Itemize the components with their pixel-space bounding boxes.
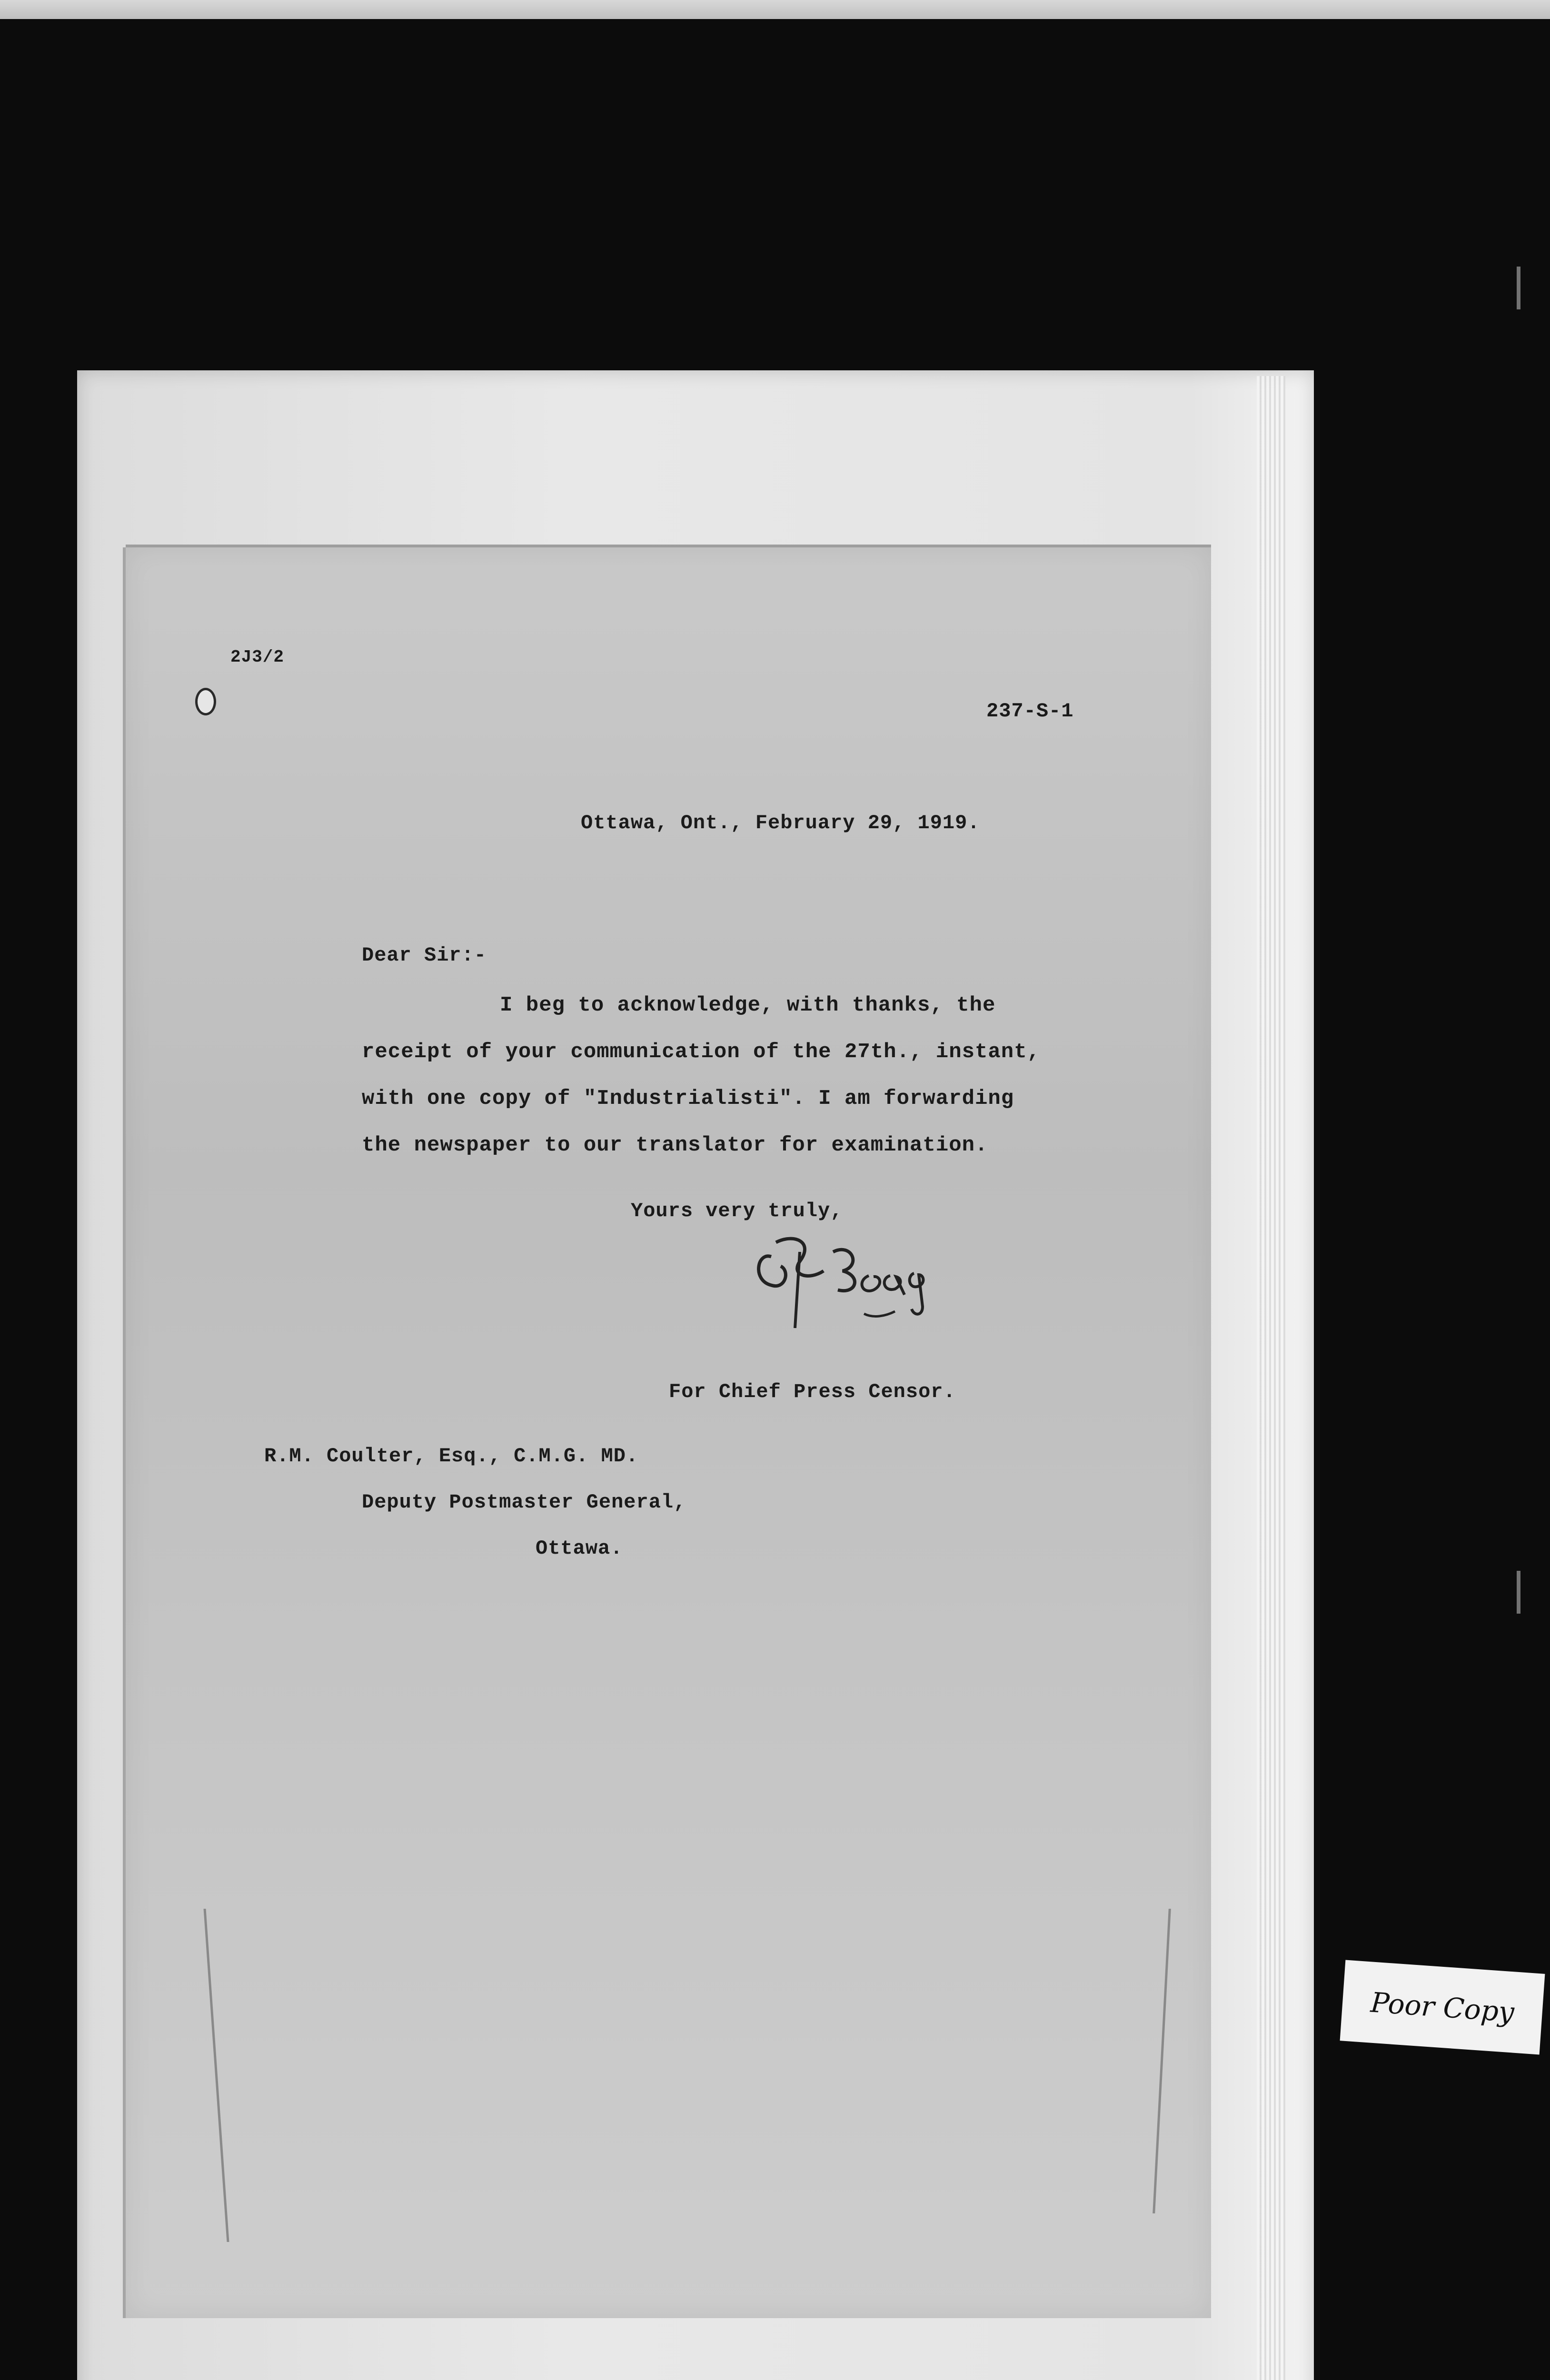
handwritten-signature (743, 1223, 952, 1347)
addressee-title: Deputy Postmaster General, (362, 1491, 686, 1514)
body-line: with one copy of "Industrialisti". I am forwarding (362, 1087, 1014, 1111)
film-edge-mark (1517, 267, 1520, 309)
film-edge-mark (1517, 1571, 1520, 1614)
signatory-title: For Chief Press Censor. (669, 1380, 956, 1403)
closing: Yours very truly, (631, 1200, 843, 1222)
salutation: Dear Sir:- (362, 944, 487, 967)
body-line: I beg to acknowledge, with thanks, the (500, 993, 996, 1017)
punch-hole (195, 688, 216, 715)
body-line: the newspaper to our translator for examination. (362, 1133, 988, 1157)
body-line: receipt of your communication of the 27th., instant, (362, 1040, 1041, 1064)
corner-reference: 2J3/2 (230, 647, 285, 667)
addressee-name: R.M. Coulter, Esq., C.M.G. MD. (264, 1445, 639, 1468)
file-reference: 237-S-1 (986, 700, 1074, 723)
place-date: Ottawa, Ont., February 29, 1919. (581, 812, 980, 834)
poor-copy-note: Poor Copy (1340, 1960, 1545, 2055)
backing-sheet-edge (1257, 376, 1285, 2380)
addressee-city: Ottawa. (536, 1537, 623, 1560)
film-top-edge (0, 0, 1550, 19)
